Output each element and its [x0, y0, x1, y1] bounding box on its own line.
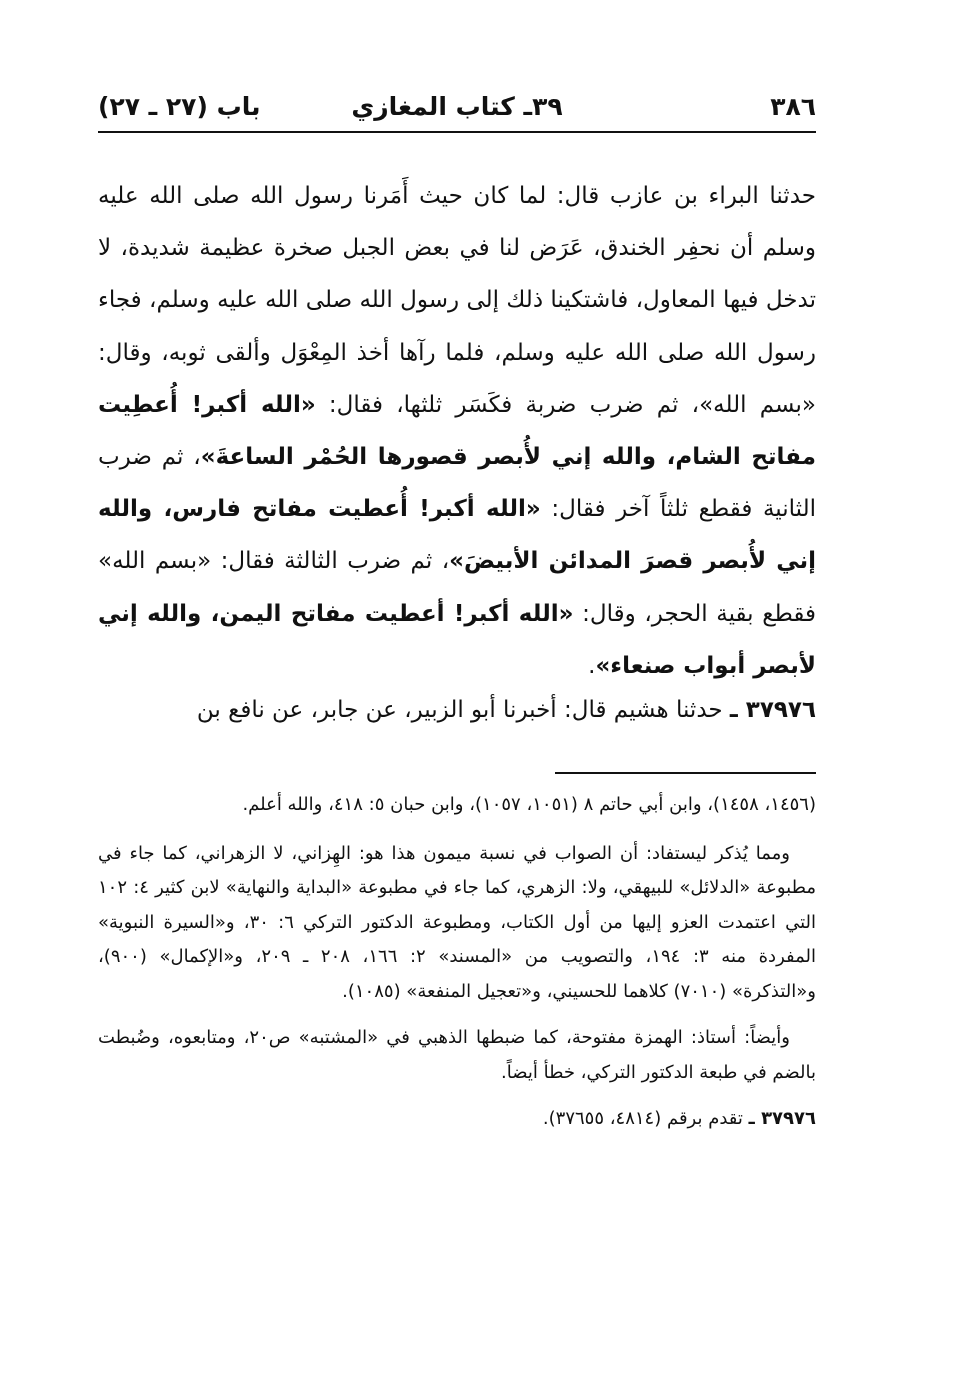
body-text-3: ، ثم ضرب الثالثة فقال: «بسم الله» فقطع بقية الحجر، وقال: [98, 548, 816, 627]
footnote-1: (١٤٥٦، ١٤٥٨)، وابن أبي حاتم ٨ (١٠٥١، ١٠٥٧)، وابن حبان ٥: ٤١٨، والله أعلم. [242, 794, 816, 815]
body-text-1: حدثنا البراء بن عازب قال: لما كان حيث أَمَرنا رسول الله صلى الله عليه وسلم أن نحفِر الخندق، عَرَض لنا في بعض الجبل صخرة عظيمة شديدة، لا تدخل فيها المعاول، فاشتكينا ذلك إلى رسول الله صلى الله عليه وسلم، فجاء رسول الله صلى الله عليه وسلم، فلما رآها أخذ المِعْوَل وألقى ثوبه، وقال: «بسم الله»، ثم ضرب ضربة فكَسَر ثلثها، فقال: [98, 183, 816, 418]
footnote-4 [98, 1102, 816, 1137]
footnote-4-number: ٣٧٩٧٦ ـ [748, 1108, 816, 1129]
chapter-range: باب (٢٧ ـ ٢٧) [98, 92, 261, 121]
hadith-text: حدثنا هشيم قال: أخبرنا أبو الزبير، عن جابر، عن نافع بن [196, 697, 730, 723]
hadith-body [98, 170, 816, 692]
header-rule [98, 131, 816, 133]
hadith-number: ٣٧٩٧٦ ـ [729, 697, 816, 723]
footnote-rule [555, 772, 816, 774]
prophetic-saying-2: «الله أكبر! أُعطيت مفاتح فارس، والله إني لأُبصر قصرَ المدائن الأبيضَ» [98, 496, 817, 575]
footnote-4-text: تقدم برقم (٤٨١٤، ٣٧٦٥٥). [542, 1108, 749, 1129]
footnotes [98, 788, 816, 1137]
footnote-3: وأيضاً: أستاذ: الهمزة مفتوحة، كما ضبطها الذهبي في «المشتبه» ص٢٠، ومتابعوه، وضُبطت بالضم في طبعة الدكتور التركي، خطأ أيضاً. [98, 1027, 816, 1083]
book-title: ٣٩ـ كتاب المغازي [351, 92, 563, 121]
prophetic-saying-1: «الله أكبر! أُعطِيت مفاتح الشام، والله إني لأُبصر قصورها الحُمْر الساعةَ» [98, 391, 816, 471]
running-header [98, 86, 816, 128]
page-number: ٣٨٦ [770, 92, 816, 121]
prophetic-saying-3: «الله أكبر! أعطيت مفاتح اليمن، والله إني لأبصر أبواب صنعاء» [98, 600, 816, 679]
next-hadith [98, 688, 816, 732]
body-text-4: . [588, 652, 596, 679]
footnote-2: ومما يُذكر ليستفاد: أن الصواب في نسبة ميمون هذا هو: الهِزاني، لا الزهراني، كما جاء في مطبوعة «الدلائل» للبيهقي، ولا: الزهري، كما جاء في مطبوعة «البداية والنهاية» لابن كثير ٤: ١٠٢ التي اعتمدت العزو إليها من أول الكتاب، ومطبوعة الدكتور التركي ٦: ٣٠، و«السيرة النبوية» المفردة منه ٣: ١٩٤، والتصويب من «المسند» ٢: ١٦٦، ٢٠٨ ـ ٢٠٩، و«الإكمال» (٩٠٠)، و«التذكرة» (٧٠١٠) كلاهما للحسيني، و«تعجيل المنفعة» (١٠٨٥). [98, 842, 817, 1002]
body-text-2: ، ثم ضرب الثانية فقطع ثلثاً آخر فقال: [98, 444, 816, 523]
